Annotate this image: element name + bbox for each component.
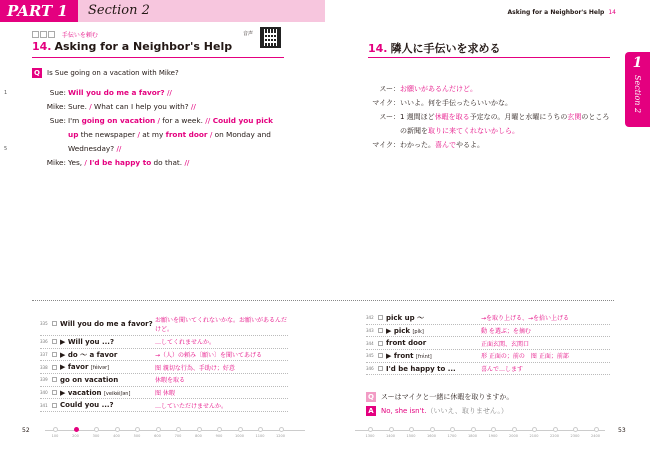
qr-code-icon — [260, 27, 281, 48]
lesson-title-en — [32, 40, 232, 53]
title-rule — [32, 57, 284, 58]
vocab-term: ▶ vacation [veikéiʃən] — [60, 388, 131, 397]
vocab-number: 338 — [40, 364, 48, 370]
translation-line — [368, 82, 618, 96]
qa-a-text: No, she isn't. — [381, 407, 427, 415]
page-number-right: 53 — [618, 427, 626, 434]
vocab-checkbox[interactable] — [378, 328, 383, 333]
vocab-checkbox[interactable] — [378, 341, 383, 346]
vocab-checkbox[interactable] — [52, 321, 57, 326]
dialogue-line — [4, 86, 292, 100]
dialogue-line — [22, 100, 292, 114]
scale-tick — [238, 427, 243, 432]
scale-tick — [532, 427, 537, 432]
vocab-pronunciation: [veikéiʃən] — [103, 390, 131, 397]
checkbox[interactable] — [32, 31, 39, 38]
speaker-jp: マイク： — [372, 99, 400, 107]
topic-label: 手伝いを頼む — [61, 32, 98, 39]
translation-text: いいよ。何を手伝ったらいいかな。 — [400, 99, 512, 107]
vocab-term: pick up ～ — [386, 313, 425, 322]
dialogue-line — [22, 156, 292, 170]
translation — [368, 82, 618, 152]
vocab-number: 337 — [40, 352, 48, 358]
vocab-checkbox[interactable] — [52, 339, 57, 344]
dialogue-text: Wednesday? — [68, 144, 117, 153]
vocab-number: 341 — [40, 402, 48, 408]
dialogue-text: at my — [139, 130, 166, 139]
translation-text: やるよ。 — [456, 141, 484, 149]
dialogue-text: // — [164, 88, 172, 97]
vocab-row — [366, 312, 610, 325]
vocab-checkbox[interactable] — [52, 377, 57, 382]
scale-tick — [135, 427, 140, 432]
scale-tick-label: 400 — [113, 434, 120, 438]
vocab-meaning: →（人）の頼み〔願い〕を聞いてあげる — [155, 352, 263, 360]
scale-tick — [553, 427, 558, 432]
scale-tick — [94, 427, 99, 432]
vocab-meaning: 形 正面の；前の 图 正面；前部 — [481, 353, 569, 361]
scale-tick-label: 1900 — [488, 434, 498, 438]
scale-tick-label: 100 — [51, 434, 59, 438]
scale-tick-label: 1100 — [255, 434, 265, 438]
vocab-meaning: お願いを聞いてくれないかな。お願いがあるんだけど。 — [155, 316, 288, 333]
scale-tick-label: 1200 — [276, 434, 285, 438]
scale-tick-label: 2400 — [591, 434, 600, 438]
running-head-title: Asking for a Neighbor's Help — [507, 9, 605, 16]
translation-line — [368, 124, 618, 138]
scale-tick — [430, 427, 435, 432]
vocab-meaning: 正面玄関、玄関口 — [481, 340, 530, 348]
vocab-checkbox[interactable] — [52, 390, 57, 395]
vocab-number: 342 — [366, 315, 374, 321]
checkbox[interactable] — [40, 31, 47, 38]
translation-text: のところ — [581, 113, 610, 121]
vocab-checkbox[interactable] — [378, 353, 383, 358]
dialogue — [4, 86, 292, 170]
scale-tick-label: 300 — [92, 434, 100, 438]
dialogue-text: do that. — [151, 158, 185, 167]
vocab-checkbox[interactable] — [52, 352, 57, 357]
dialogue-text: the newspaper — [78, 130, 138, 139]
vocab-meaning: →を取り上げる、→を拾い上げる — [481, 315, 570, 323]
speaker: Sue: — [49, 116, 66, 125]
vocab-number: 346 — [366, 366, 374, 372]
scale-tick — [279, 427, 284, 432]
speaker-jp: マイク： — [372, 141, 400, 149]
scale-tick-label: 1000 — [235, 434, 244, 438]
scale-tick — [176, 427, 181, 432]
side-tab-label: Section 2 — [633, 75, 642, 114]
question-text: Is Sue going on a vacation with Mike? — [47, 69, 179, 77]
dialogue-text: // — [205, 116, 211, 125]
lesson-title-jp-text: 隣人に手伝いを求める — [390, 42, 501, 55]
scale-tick-label: 2000 — [509, 434, 518, 438]
scale-tick — [156, 427, 161, 432]
vocab-meaning: …していただけませんか。 — [155, 402, 228, 410]
scale-tick-label: 2200 — [550, 434, 559, 438]
translation-text: 1 週間ほど — [400, 113, 435, 121]
vocab-term: go on vacation — [60, 375, 119, 384]
lesson-number: 14. — [32, 40, 52, 53]
qa-answer — [366, 406, 508, 416]
vocab-term: ▶ do ～ a favor — [60, 350, 118, 359]
qa-q-text: スーはマイクと一緒に休暇を取りますか。 — [381, 393, 514, 401]
scale-tick — [74, 427, 79, 432]
dialogue-text: Will you do me a favor? — [68, 88, 165, 97]
scale-tick-label: 1400 — [386, 434, 395, 438]
scale-tick — [450, 427, 455, 432]
vocab-number: 335 — [40, 321, 48, 326]
dialogue-text: What can I help you with? — [91, 102, 191, 111]
vocab-row — [40, 349, 288, 362]
lesson-number-jp: 14. — [368, 42, 388, 55]
scale-tick-label: 1800 — [468, 434, 477, 438]
dialogue-text: / — [84, 158, 87, 167]
translation-text: 喜んで — [435, 141, 456, 149]
dialogue-text: front door — [165, 130, 208, 139]
dialogue-text: up — [68, 130, 79, 139]
scale-tick-label: 600 — [154, 434, 161, 438]
scale-tick-label: 200 — [72, 434, 79, 438]
scale-tick — [512, 427, 517, 432]
qa-q-mark: Q — [366, 392, 376, 402]
dialogue-text: / — [155, 116, 163, 125]
scale-tick — [409, 427, 414, 432]
vocab-term: ▶ Will you ...? — [60, 337, 115, 346]
vocab-term: front door — [386, 339, 427, 348]
vocab-term: ▶ favor [féivər] — [60, 363, 110, 372]
vocab-meaning: …してくれませんか。 — [155, 339, 216, 347]
line-number: 1 — [4, 90, 8, 96]
comprehension-question — [32, 68, 179, 78]
vocab-checkbox[interactable] — [52, 365, 57, 370]
scale-tick-label: 2300 — [570, 434, 580, 438]
vocab-row — [366, 350, 610, 363]
running-head — [507, 9, 616, 16]
speaker: Sue: — [49, 88, 66, 97]
section-side-tab — [625, 52, 650, 127]
vocab-row — [40, 387, 288, 400]
vocab-number: 343 — [366, 328, 374, 334]
vocab-number: 336 — [40, 339, 48, 345]
dialogue-text: / — [89, 102, 92, 111]
side-tab-number: 1 — [632, 55, 643, 71]
vocab-number: 345 — [366, 353, 374, 359]
vocab-row — [40, 374, 288, 387]
dialogue-text: // — [184, 158, 190, 167]
vocab-term: ▶ front [frʌ́nt] — [386, 351, 432, 360]
scale-tick — [389, 427, 394, 432]
scale-tick — [491, 427, 496, 432]
scale-tick — [573, 427, 578, 432]
vocab-pronunciation: [pík] — [412, 328, 424, 335]
scale-tick — [594, 427, 599, 432]
scale-tick-label: 1700 — [447, 434, 457, 438]
translation-line — [368, 138, 618, 152]
scale-tick-label: 700 — [174, 434, 182, 438]
part-label: PART 1 — [0, 0, 78, 22]
vocab-term: Could you ...? — [60, 401, 114, 410]
speaker-jp: スー： — [379, 85, 400, 93]
dialogue-text: going on vacation — [81, 116, 156, 125]
vocab-term: ▶ pick [pík] — [386, 326, 424, 335]
dialogue-text: // — [116, 144, 122, 153]
scale-tick-label: 800 — [195, 434, 202, 438]
vocab-pronunciation: [frʌ́nt] — [415, 353, 432, 360]
vocab-number: 344 — [366, 340, 374, 346]
lesson-title-jp — [368, 40, 501, 56]
vocab-meaning: 图 親切な行為、手助け；好意 — [155, 364, 235, 372]
checkbox[interactable] — [48, 31, 55, 38]
lesson-title-text: Asking for a Neighbor's Help — [54, 40, 233, 53]
scale-tick — [368, 427, 373, 432]
speaker: Mike: — [46, 102, 66, 111]
dialogue-text: Yes, — [68, 158, 85, 167]
dialogue-line — [22, 114, 292, 128]
check-boxes — [32, 30, 98, 39]
page-number-left: 52 — [22, 427, 30, 434]
vocab-number: 339 — [40, 377, 48, 383]
translation-text: 予定なの。月曜と水曜にうちの — [469, 113, 568, 121]
speaker: Mike: — [46, 158, 66, 167]
translation-text: わかった。 — [400, 141, 435, 149]
scale-tick — [197, 427, 202, 432]
dialogue-text: I'm — [68, 116, 82, 125]
dialogue-text: // — [190, 102, 196, 111]
scale-tick-label: 2100 — [529, 434, 539, 438]
word-count-scale-left — [45, 430, 305, 431]
scale-tick-label: 1300 — [365, 434, 375, 438]
vocab-number: 340 — [40, 390, 48, 396]
vocab-table-left — [40, 312, 288, 412]
scale-tick-label: 500 — [133, 434, 141, 438]
section-divider — [32, 300, 614, 301]
scale-tick-label: 1500 — [406, 434, 416, 438]
vocab-table-right — [366, 312, 610, 375]
dialogue-text: Sure. — [68, 102, 90, 111]
running-head-num: 14 — [608, 9, 616, 16]
translation-text: 取りに来てくれないかしら。 — [428, 127, 519, 135]
audio-label: 音声 — [243, 31, 254, 37]
scale-tick — [53, 427, 58, 432]
vocab-checkbox[interactable] — [52, 403, 57, 408]
scale-tick — [115, 427, 120, 432]
vocab-row — [366, 337, 610, 350]
dialogue-text: / — [137, 130, 140, 139]
dialogue-line — [22, 128, 292, 142]
vocab-row — [40, 336, 288, 349]
vocab-term: I'd be happy to ... — [386, 364, 456, 373]
scale-tick — [217, 427, 222, 432]
vocab-checkbox[interactable] — [378, 315, 383, 320]
vocab-term: Will you do me a favor? — [60, 319, 153, 328]
translation-line — [368, 96, 618, 110]
vocab-row — [40, 361, 288, 374]
scale-tick — [258, 427, 263, 432]
translation-text: 休暇を取る — [434, 113, 470, 121]
translation-text: 玄関 — [567, 113, 582, 121]
qa-a-mark: A — [366, 406, 376, 416]
scale-tick-label: 900 — [215, 434, 223, 438]
section-label: Section 2 — [78, 0, 325, 22]
dialogue-text: Could you pick — [210, 116, 273, 125]
vocab-row — [366, 363, 610, 376]
dialogue-line — [4, 142, 292, 156]
translation-text: お願いがあるんだけど。 — [400, 85, 477, 93]
vocab-meaning: 喜んで…します — [481, 366, 524, 374]
dialogue-text: for a week. — [162, 116, 206, 125]
dialogue-text: / — [207, 130, 215, 139]
vocab-meaning: 動 を選ぶ；を摘む — [481, 328, 531, 336]
translation-line — [368, 110, 618, 124]
vocab-pronunciation: [féivər] — [90, 365, 110, 372]
translation-text: の新聞を — [400, 127, 428, 135]
vocab-checkbox[interactable] — [378, 366, 383, 371]
vocab-meaning: 图 休暇 — [155, 390, 175, 398]
qa-a-hint: （いいえ、取りません。） — [426, 407, 508, 415]
title-rule — [368, 57, 610, 58]
vocab-meaning: 休暇を取る — [155, 377, 186, 385]
vocab-row — [40, 312, 288, 336]
vocab-row — [40, 399, 288, 412]
vocab-row — [366, 325, 610, 338]
scale-tick-label: 1600 — [427, 434, 436, 438]
qa-question — [366, 392, 513, 402]
dialogue-text: I'd be happy to — [86, 158, 152, 167]
speaker-jp: スー： — [379, 113, 400, 121]
line-number: 5 — [4, 146, 8, 152]
dialogue-text: on Monday and — [214, 130, 271, 139]
question-mark: Q — [32, 68, 42, 78]
scale-tick — [471, 427, 476, 432]
